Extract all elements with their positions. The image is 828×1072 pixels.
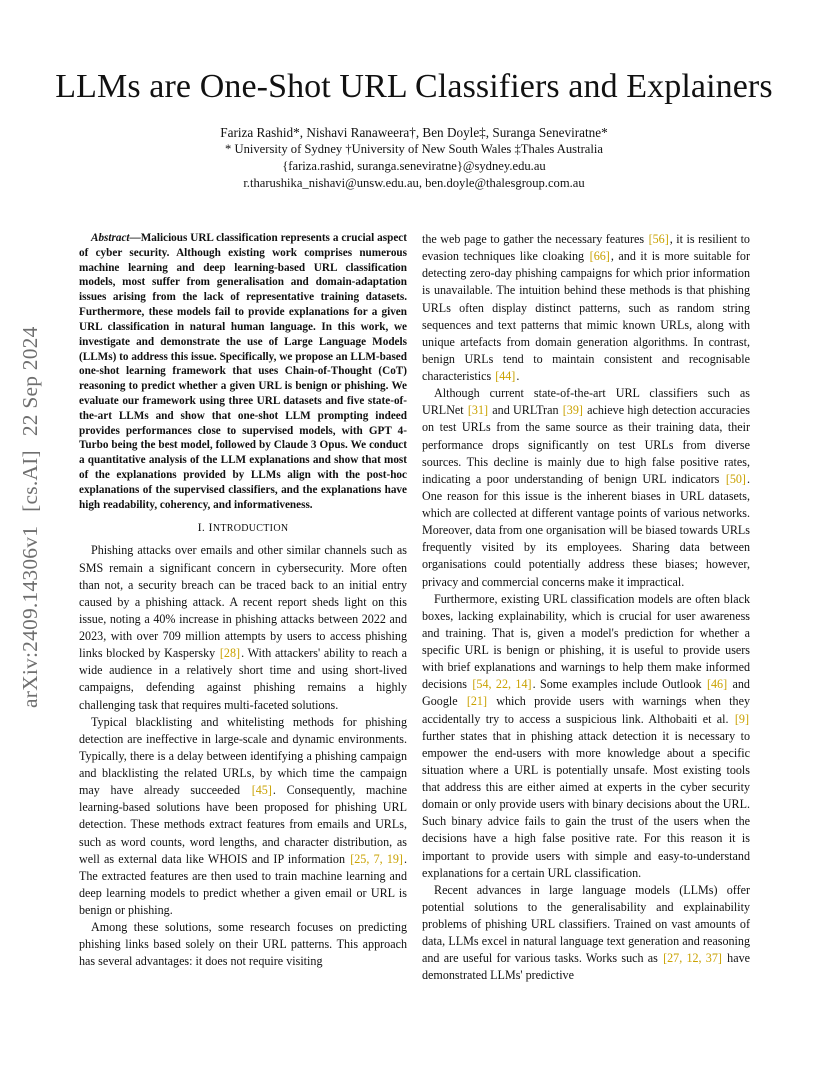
intro-paragraph-5: Although current state-of-the-art URL classifiers such as URLNet [31] and URLTran [39] achieve high detection accuracies on test URLs from the same source as their training data, their performance drops significantly on test URLs from diverse sources. This decline is mainly due to high false positive rates, indicating a poor understanding of benign URL indicators [50]. One reason for this issue is the inherent biases in URL datasets, which are collected at different vantage points of various networks. Moreover, data from one organisation will be biased towards URLs frequently visited by its employees. Sharing data between organisations could potentially address these biases; however, privacy and commercial concerns make it impractical.: [422, 386, 750, 589]
intro-paragraph-7: Recent advances in large language models (LLMs) offer potential solutions to the generalisability and explainability problems of phishing URL classifiers. Trained on vast amounts of data, LLMs excel in natural language text generation and reasoning and are useful for various tasks. Works such as [27, 12, 37] have demonstrated LLMs' predictive: [422, 882, 750, 983]
intro-paragraph-1: Phishing attacks over emails and other similar channels such as SMS remain a significant concern in cybersecurity. More often than not, a security breach can be traced back to an initial entry caused by a phishing attack. A recent report sheds light on this issue, noting a 40% increase in phishing attacks between 2022 and 2023, with over 709 million attempts by users to access phishing links blocked by Kaspersky [28]. With attackers' ability to reach a wide audience in a relatively short time and using short-lived campaigns, defending against phishing remains a highly challenging task that requires multi-faceted solutions.: [79, 543, 407, 712]
abstract: [79, 231, 407, 512]
arxiv-date: 22 Sep 2024: [18, 326, 42, 437]
arxiv-category: [cs.AI]: [18, 450, 42, 512]
citation-link[interactable]: [45]: [251, 783, 272, 798]
citation-link[interactable]: [46]: [706, 677, 728, 692]
citation-link[interactable]: [39]: [562, 403, 583, 418]
abstract-text: —Malicious URL classification represents a crucial aspect of cyber security. Although existing work comprises numerous machine learning and deep learning-based URL classification models, most suffer from generalisation and domain-adaptation issues arising from the lack of representative training datasets. Furthermore, these models fail to provide explanations for a given URL classification in natural human language. In this work, we investigate and demonstrate the use of Large Language Models (LLMs) to address this issue. Specifically, we propose an LLM-based one-shot learning framework that uses Chain-of-Thought (CoT) reasoning to predict whether a given URL is benign or phishing. We evaluate our framework using three URL datasets and five state-of-the-art LLMs and show that one-shot LLM prompting indeed provides performances close to supervised models, with GPT 4-Turbo being the best model, followed by Claude 3 Opus. We conduct a quantitative analysis of the LLM explanations and show that most of the explanations provided by LLMs align with the post-hoc explanations of the supervised classifiers, and the explanations have high readability, coherency, and informativeness.: [79, 232, 407, 511]
citation-link[interactable]: [21]: [466, 694, 488, 709]
intro-paragraph-6: Furthermore, existing URL classification models are often black boxes, lacking explainability, which is crucial for user awareness and training. That is, given a model's prediction for whether a specific URL is benign or phishing, it is useful to provide users with brief explanations and warnings to help them make informed decisions [54, 22, 14]. Some examples include Outlook [46] and Google [21] which provide users with warnings when they accidentally try to access a suspicious link. Althobaiti et al. [9] further states that in phishing attack detection it is necessary to empower the end-users with more knowledge about a specific situation where a URL is potentially unsafe. Most existing tools that address this are either aimed at experts in the cyber security domain or only provide users with binary decisions about the URL. Such binary advice fails to gain the trust of the users when the decisions have a high false positive rate. For this reason it is important to provide users with simple and easy-to-understand explanations for a certain URL classification.: [422, 591, 750, 880]
citation-link[interactable]: [50]: [725, 471, 746, 486]
intro-paragraph-4: the web page to gather the necessary features [56], it is resilient to evasion techniques like cloaking [66], and it is more suitable for detecting zero-day phishing campaigns for which prior information is unavailable. The intuition behind these methods is that phishing URLs often display distinct patterns, such as random string sequences and text patterns that mimic known URLs, along with unique artefacts from domain generation algorithms. In contrast, benign URLs tend to maintain consistent and recognisable characteristics [44].: [422, 232, 750, 383]
citation-link[interactable]: [25, 7, 19]: [350, 851, 403, 866]
arxiv-side-stamp: [16, 326, 44, 708]
author-names: Fariza Rashid*, Nishavi Ranaweera†, Ben Doyle‡, Suranga Seneviratne*: [220, 125, 608, 140]
intro-paragraph-3: Among these solutions, some research focuses on predicting phishing links based solely on their URL patterns. This approach has several advantages: it does not require visiting: [79, 920, 407, 969]
intro-paragraph-2: Typical blacklisting and whitelisting methods for phishing detection are ineffective in large-scale and dynamic environments. Typically, there is a delay between identifying a phishing campaign and blacklisting the related URLs, by which time the campaign may have already succeeded [45]. Consequently, machine learning-based solutions have been proposed for phishing URL detection. These methods extract features from emails and URLs, such as word counts, word lengths, and character distribution, as well as external data like WHOIS and IP information [25, 7, 19]. The extracted features are then used to train machine learning and deep learning models to predict whether a given email or URL is benign or phishing.: [79, 714, 407, 918]
arxiv-id: arXiv:2409.14306v1: [18, 525, 42, 708]
citation-link[interactable]: [56]: [648, 232, 669, 246]
citation-link[interactable]: [54, 22, 14]: [472, 677, 532, 692]
abstract-label: Abstract: [91, 232, 130, 244]
author-email-1: {fariza.rashid, suranga.seneviratne}@sydney.edu.au: [282, 159, 546, 173]
section-heading-introduction: I. INTRODUCTION: [197, 520, 289, 535]
paper-title: LLMs are One-Shot URL Classifiers and Explainers: [55, 68, 773, 105]
citation-link[interactable]: [27, 12, 37]: [663, 951, 722, 966]
citation-link[interactable]: [9]: [734, 711, 749, 726]
citation-link[interactable]: [66]: [589, 249, 610, 264]
author-block: [0, 124, 828, 192]
author-email-2: r.tharushika_nishavi@unsw.edu.au, ben.doyle@thalesgroup.com.au: [243, 176, 585, 190]
left-column: [79, 231, 407, 971]
citation-link[interactable]: [44]: [495, 369, 516, 383]
author-affiliations: * University of Sydney †University of New South Wales ‡Thales Australia: [225, 142, 603, 156]
right-column: [422, 231, 750, 985]
citation-link[interactable]: [31]: [467, 403, 489, 418]
citation-link[interactable]: [28]: [219, 646, 241, 661]
